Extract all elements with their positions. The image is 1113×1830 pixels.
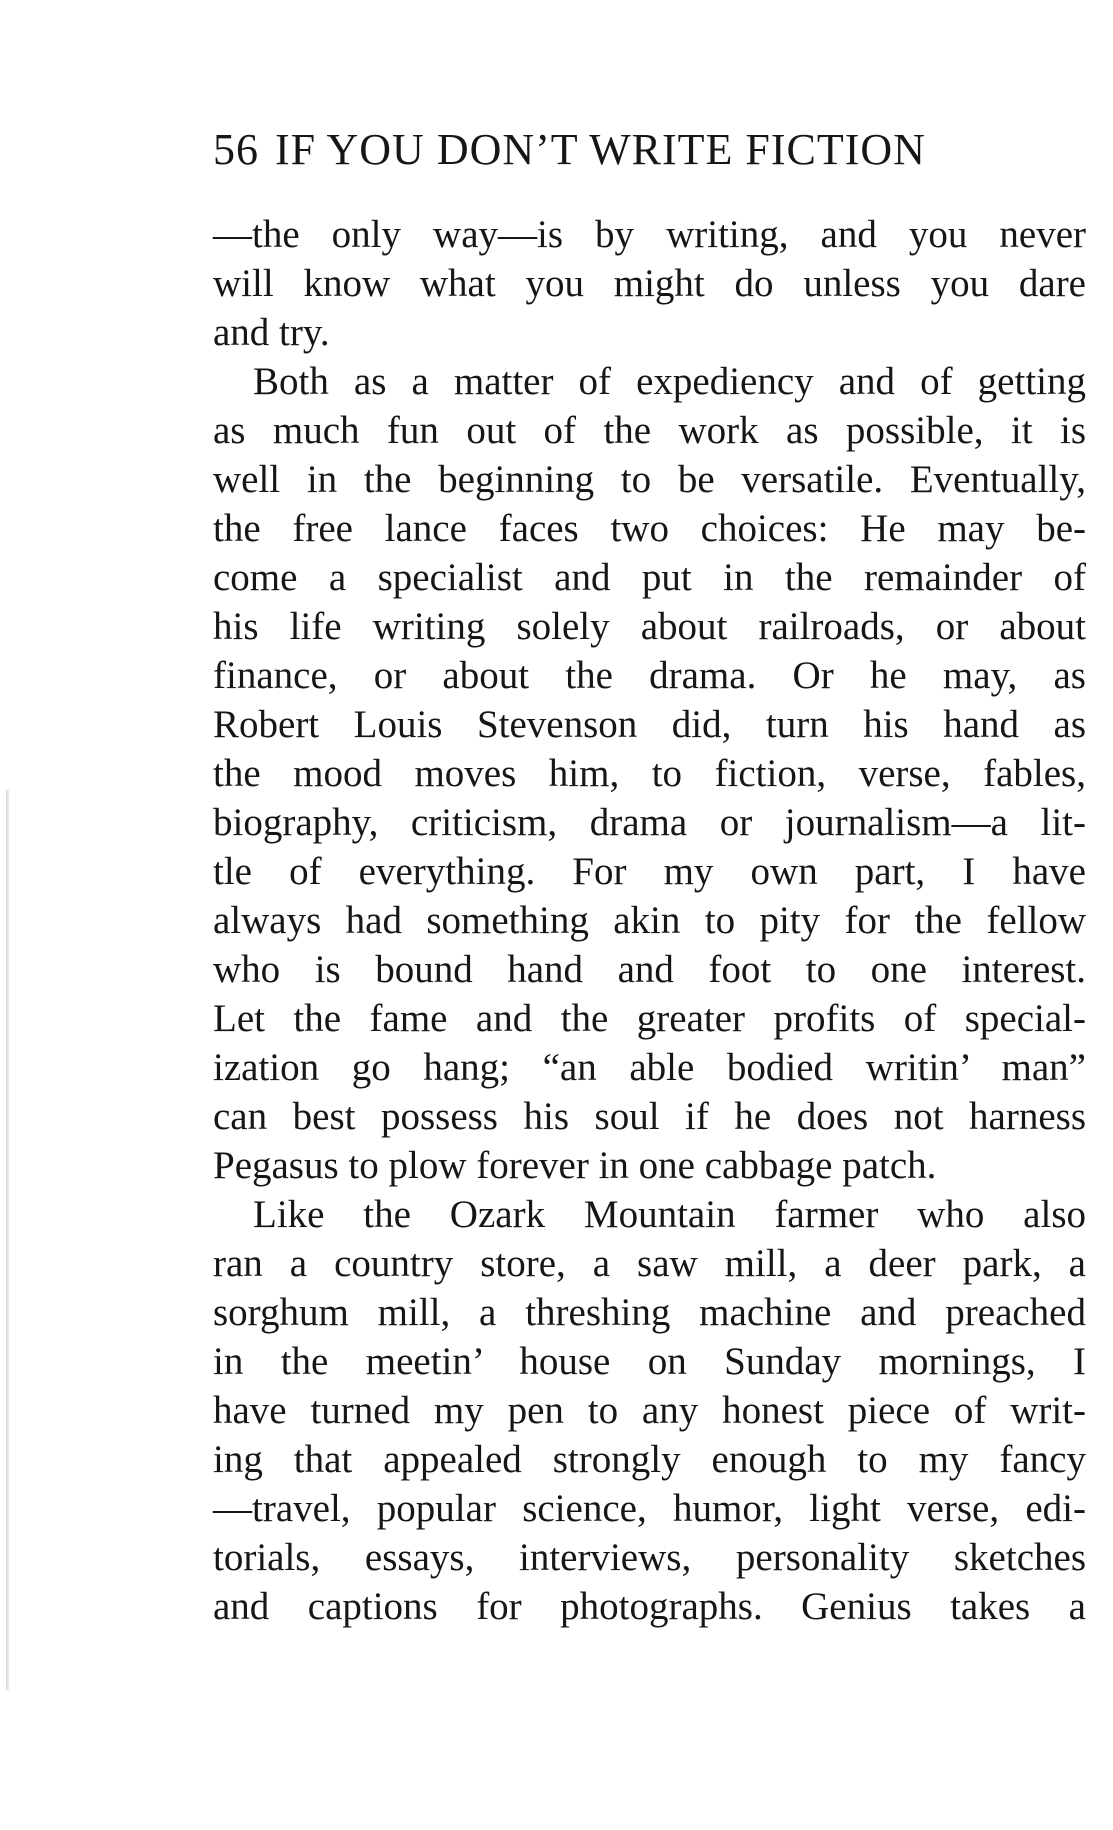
text-line: can best possess his soul if he does not harness	[213, 1095, 1086, 1138]
text-line: Like the Ozark Mountain farmer who also	[253, 1193, 1086, 1236]
text-line: biography, criticism, drama or journalism—a lit-	[213, 801, 1086, 844]
text-line: finance, or about the drama. Or he may, as	[213, 654, 1086, 697]
running-header	[213, 120, 1093, 180]
text-line: Both as a matter of expediency and of getting	[253, 360, 1086, 403]
text-line: ing that appealed strongly enough to my fancy	[213, 1438, 1086, 1481]
text-line: will know what you might do unless you dare	[213, 262, 1086, 305]
text-line: the mood moves him, to fiction, verse, fables,	[213, 752, 1086, 795]
paragraph	[213, 357, 1086, 1190]
text-line: Robert Louis Stevenson did, turn his hand as	[213, 703, 1086, 746]
text-line: ization go hang; “an able bodied writin’ man”	[213, 1046, 1086, 1089]
paragraph	[213, 1190, 1086, 1631]
body-text	[213, 210, 1086, 1631]
text-line: who is bound hand and foot to one interest.	[213, 948, 1086, 991]
text-line: ran a country store, a saw mill, a deer park, a	[213, 1242, 1086, 1285]
text-line: as much fun out of the work as possible, it is	[213, 409, 1086, 452]
text-line: torials, essays, interviews, personality sketches	[213, 1536, 1086, 1579]
text-line: sorghum mill, a threshing machine and preached	[213, 1291, 1086, 1334]
text-line: in the meetin’ house on Sunday mornings, I	[213, 1340, 1086, 1383]
page-number: 56	[213, 125, 259, 174]
text-line: the free lance faces two choices: He may be-	[213, 507, 1086, 550]
paragraph	[213, 210, 1086, 357]
text-line: always had something akin to pity for the fellow	[213, 899, 1086, 942]
text-line: —the only way—is by writing, and you never	[213, 213, 1086, 256]
text-line: come a specialist and put in the remainder of	[213, 556, 1086, 599]
text-line: and try.	[213, 311, 330, 354]
page-edge-shadow	[6, 790, 9, 1690]
text-line: Let the fame and the greater profits of special-	[213, 997, 1086, 1040]
text-line: and captions for photographs. Genius takes a	[213, 1585, 1086, 1628]
text-line: Pegasus to plow forever in one cabbage patch.	[213, 1144, 937, 1187]
text-line: tle of everything. For my own part, I have	[213, 850, 1086, 893]
text-line: his life writing solely about railroads, or about	[213, 605, 1086, 648]
running-title: IF YOU DON’T WRITE FICTION	[275, 125, 926, 174]
text-line: have turned my pen to any honest piece of writ-	[213, 1389, 1086, 1432]
text-line: —travel, popular science, humor, light verse, edi-	[213, 1487, 1086, 1530]
text-line: well in the beginning to be versatile. Eventually,	[213, 458, 1086, 501]
